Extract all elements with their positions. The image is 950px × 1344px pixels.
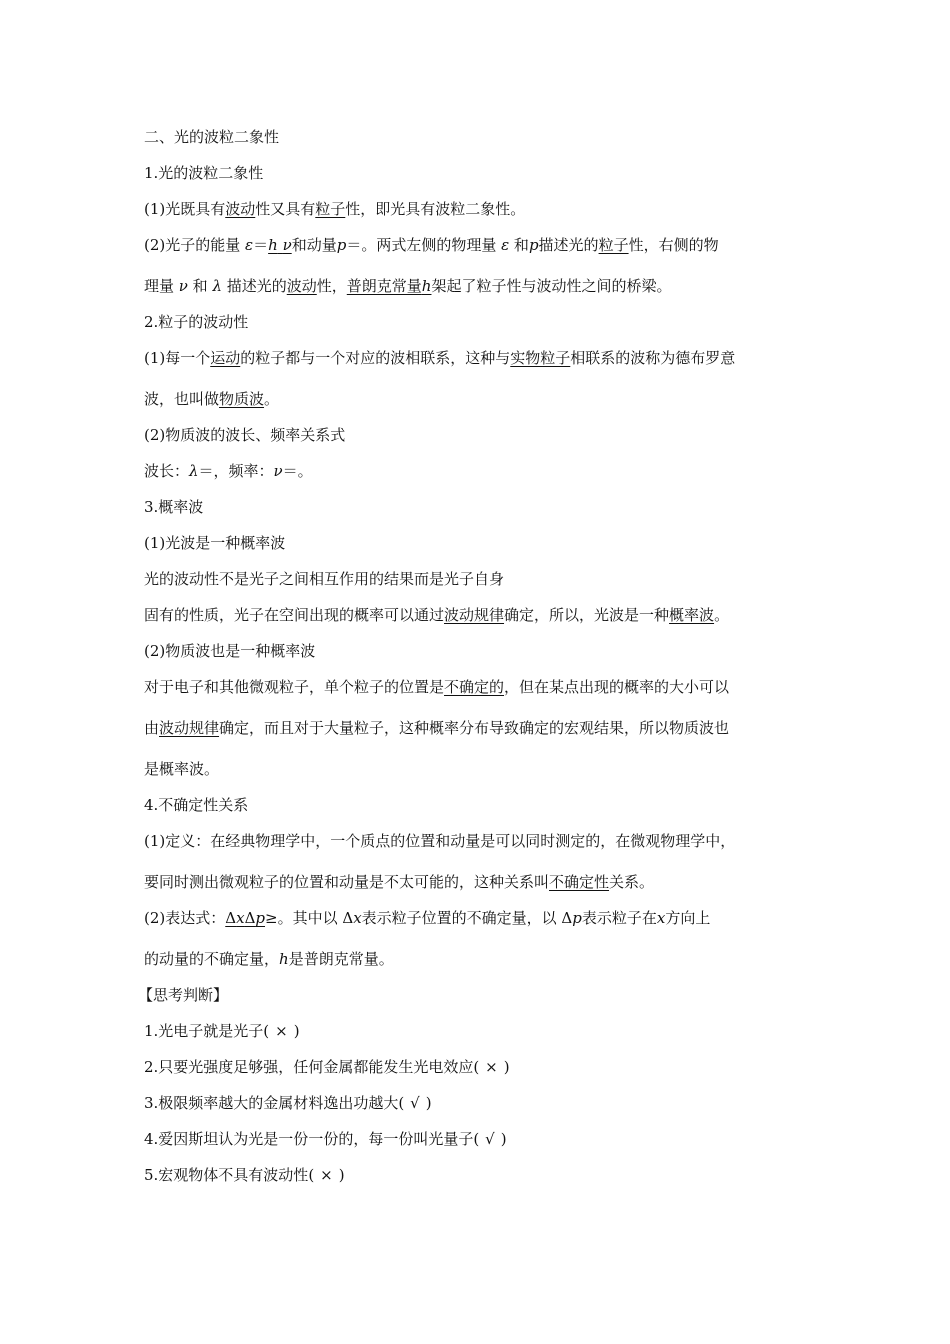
paragraph-photon-energy-line2: 理量 ν 和 λ 描述光的波动性，普朗克常量h架起了粒子性与波动性之间的桥梁。 [144,277,672,295]
heading-wave-particle-duality: 1.光的波粒二象性 [144,164,264,182]
paragraph-uncertainty-definition-line1: (1)定义：在经典物理学中，一个质点的位置和动量是可以同时测定的，在微观物理学中， [144,832,736,850]
paragraph-matter-wave-relation: (2)物质波的波长、频率关系式 [144,426,346,444]
judge-mark: √ [485,1130,495,1148]
heading-think-judge: 【思考判断】 [138,986,229,1004]
judge-mark: × [320,1166,333,1184]
paragraph-wavelength-frequency: 波长：λ＝，频率：ν＝。 [144,462,313,480]
judge-mark: × [485,1058,498,1076]
judge-item: 1.光电子就是光子( × ) [144,1022,300,1040]
paragraph-micro-particle-line3: 是概率波。 [144,760,220,778]
paragraph-matter-probability-wave: (2)物质波也是一种概率波 [144,642,316,660]
paragraph-light-wave-inherent: 固有的性质，光子在空间出现的概率可以通过波动规律确定，所以，光波是一种概率波。 [144,606,730,624]
judge-item: 4.爱因斯坦认为光是一份一份的，每一份叫光量子( √ ) [144,1130,507,1148]
paragraph-uncertainty-definition-line2: 要同时测出微观粒子的位置和动量是不太可能的，这种关系叫不确定性关系。 [144,873,655,891]
judge-item: 5.宏观物体不具有波动性( × ) [144,1166,345,1184]
paragraph-duality-definition: (1)光既具有波动性又具有粒子性，即光具有波粒二象性。 [144,200,526,218]
section-title: 二、光的波粒二象性 [144,128,280,146]
paragraph-micro-particle-line1: 对于电子和其他微观粒子，单个粒子的位置是不确定的，但在某点出现的概率的大小可以 [144,678,730,696]
judge-mark: √ [410,1094,420,1112]
paragraph-uncertainty-expression-line2: 的动量的不确定量，h是普朗克常量。 [144,950,394,968]
heading-probability-wave: 3.概率波 [144,498,204,516]
paragraph-de-broglie-line1: (1)每一个运动的粒子都与一个对应的波相联系，这种与实物粒子相联系的波称为德布罗意 [144,349,736,367]
paragraph-photon-energy-line1: (2)光子的能量 ε＝h ν和动量p＝。两式左侧的物理量 ε 和p描述光的粒子性，右侧的物 [144,236,719,254]
judge-item: 2.只要光强度足够强，任何金属都能发生光电效应( × ) [144,1058,510,1076]
paragraph-light-wave-nature: 光的波动性不是光子之间相互作用的结果而是光子自身 [144,570,505,588]
judge-mark: × [275,1022,288,1040]
paragraph-uncertainty-expression-line1: (2)表达式：ΔxΔp≥。其中以 Δx表示粒子位置的不确定量，以 Δp表示粒子在x方向上 [144,909,711,927]
paragraph-light-probability-wave: (1)光波是一种概率波 [144,534,286,552]
heading-uncertainty-relation: 4.不确定性关系 [144,796,249,814]
paragraph-de-broglie-line2: 波，也叫做物质波。 [144,390,280,408]
heading-particle-wave-nature: 2.粒子的波动性 [144,313,249,331]
judge-item: 3.极限频率越大的金属材料逸出功越大( √ ) [144,1094,432,1112]
paragraph-micro-particle-line2: 由波动规律确定，而且对于大量粒子，这种概率分布导致确定的宏观结果，所以物质波也 [144,719,730,737]
